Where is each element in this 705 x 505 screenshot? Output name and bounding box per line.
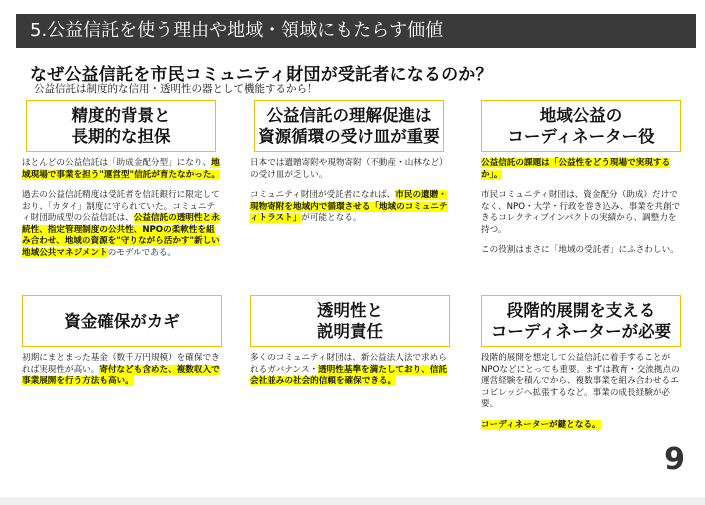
section-body xyxy=(250,158,450,225)
paragraph: この役割はまさに「地域の受託者」にふさわしい。 xyxy=(481,245,679,255)
footer-bar xyxy=(0,497,705,505)
paragraph: 日本では遺贈寄附や現物寄附（不動産・山林など）の受け皿が乏しい。 xyxy=(250,158,448,180)
highlighted-text: 公益信託の課題は「公益性をどう現場で実現するか」。 xyxy=(481,158,671,180)
section-body xyxy=(22,158,222,259)
slide-header: 5.公益信託を使う理由や地域・領域にもたらす価値 xyxy=(16,14,696,48)
section-phased-development xyxy=(481,295,681,431)
slide-subheading: 公益信託は制度的な信用・透明性の器として機能するから！ xyxy=(34,83,318,95)
section-title: 地域公益の コーディネーター役 xyxy=(481,100,681,152)
section-title: 公益信託の理解促進は 資源循環の受け皿が重要 xyxy=(254,100,444,152)
section-body xyxy=(481,158,681,257)
page-number: 9 xyxy=(664,442,685,477)
paragraph: 段階的展開を想定して公益信託に着手することがNPOなどにとっても重要。まずは教育・交流拠点の運営経験を積んでから、複数事業を組み合わせるエコビレッジへ拡張するなど。事業の成長経験が必要。 xyxy=(481,353,680,409)
paragraph: コミュニティ財団が受託者になれば、市民の遺贈・現物寄附を地域内で循環させる「地域のコミュニティトラスト」が可能となる。 xyxy=(250,190,448,223)
slide-heading: なぜ公益信託を市民コミュニティ財団が受託者になるのか？ xyxy=(30,65,493,85)
highlighted-text: 透明性基準を満たしており、信託会社並みの社会的信頼を確保できる。 xyxy=(250,364,447,386)
paragraph: 多くのコミュニティ財団は、新公益法人法で求められるガバナンス・透明性基準を満たしており、信託会社並みの社会的信頼を確保できる。 xyxy=(250,353,447,386)
section-title: 資金確保がカギ xyxy=(22,295,222,347)
highlighted-text: 寄付なども含めた、複数収入で事業展開を行う方法も高い。 xyxy=(22,364,220,386)
paragraph xyxy=(481,158,681,181)
paragraph: 初期にまとまった基金（数千万円規模）を確保できれば実現性が高い。寄付なども含めた、複数収入で事業展開を行う方法も高い。 xyxy=(22,353,220,386)
paragraph: 過去の公益信託精度は受託者を信託銀行に限定しており、「カタイ」制度に守られていた。コミュニティ財団助成型の公益信託は、公益信託の透明性と永続性、指定管理制度の公共性、NPOの柔軟性を組み合わせ、地域の資源を"守りながら活かす"新しい地域公共マネジメントのモデルである。 xyxy=(22,190,220,258)
paragraph: ほとんどの公益信託は「助成金配分型」になり、地域現場で事業を担う"運営型"信託が育たなかった。 xyxy=(22,158,221,180)
section-body xyxy=(250,353,450,388)
section-historical-background xyxy=(22,100,222,259)
section-resource-circulation xyxy=(250,100,450,225)
section-coordinator-role xyxy=(481,100,681,257)
section-funding xyxy=(22,295,222,388)
section-body xyxy=(481,353,681,431)
highlighted-text: 公益信託の透明性と永続性、指定管理制度の公共性、NPOの柔軟性を組み合わせ、地域の資源を"守りながら活かす"新しい地域公共マネジメント xyxy=(22,213,220,258)
paragraph: 市民コミュニティ財団は、資金配分（助成）だけでなく、NPO・大学・行政を巻き込み、事業を共創できるコレクティブインパクトの実績から、調整力を持つ。 xyxy=(481,190,681,235)
section-title: 精度的背景と 長期的な担保 xyxy=(26,100,216,152)
section-title: 段階的展開を支える コーディネーターが必要 xyxy=(481,295,681,347)
highlighted-text: 市民の遺贈・現物寄附を地域内で循環させる「地域のコミュニティトラスト」 xyxy=(250,190,448,223)
section-title: 透明性と 説明責任 xyxy=(250,295,450,347)
highlighted-text: 地域現場で事業を担う"運営型"信託が育たなかった。 xyxy=(22,158,221,180)
highlighted-text: コーディネーターが鍵となる。 xyxy=(481,419,601,430)
section-transparency xyxy=(250,295,450,388)
section-body xyxy=(22,353,222,388)
paragraph xyxy=(481,420,681,432)
